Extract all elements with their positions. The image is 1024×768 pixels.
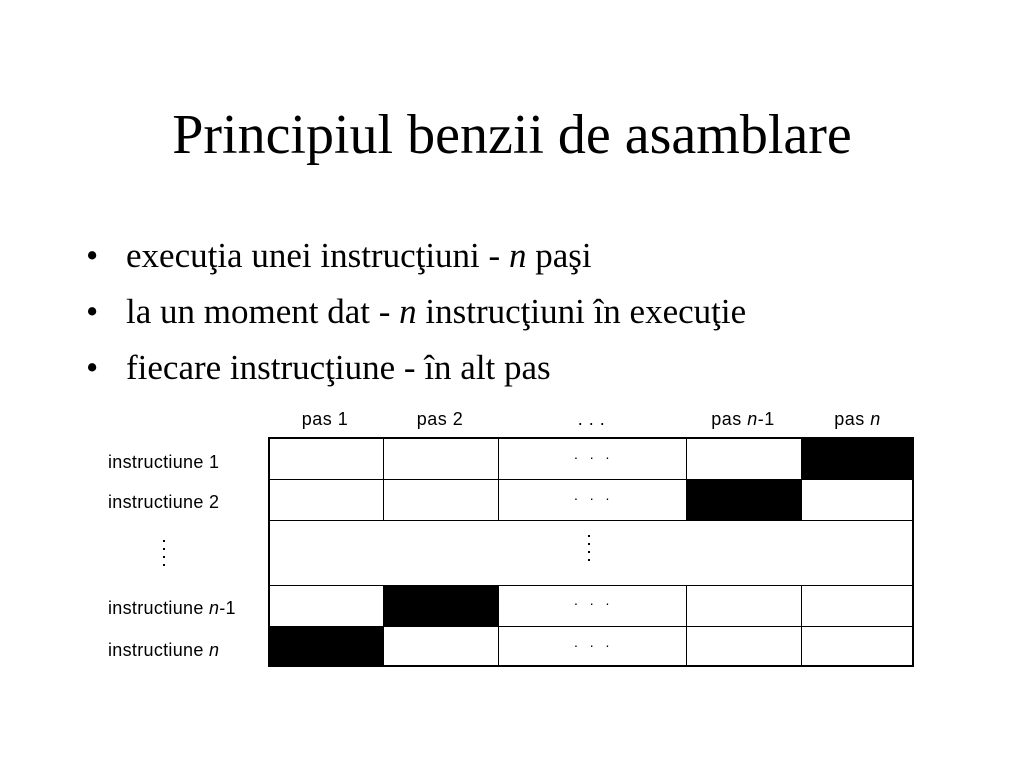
cell-ellipsis: . . . <box>574 634 614 650</box>
column-header-ellipsis: . . . <box>577 409 606 429</box>
bullet-text-end: paşi <box>526 236 592 275</box>
pipeline-grid <box>268 437 914 667</box>
slide-title: Principiul benzii de asamblare <box>172 104 852 166</box>
grid-col-line <box>498 439 499 520</box>
row-label-instructiune-n-1: instructiune n-1 <box>108 598 236 618</box>
bullet-dot-icon: • <box>86 348 99 387</box>
bullet-dot-icon: • <box>86 236 99 275</box>
column-header-pas-n-1: pas n-1 <box>711 409 775 429</box>
filled-cell-row-n-1-pas-2 <box>383 585 498 626</box>
row-label-vertical-ellipsis <box>163 540 167 572</box>
bullet-variable: n <box>399 292 417 331</box>
column-header-pas-n: pas n <box>834 409 881 429</box>
bullet-text: la un moment dat - <box>126 292 400 331</box>
row-label-instructiune-2: instructiune 2 <box>108 492 220 512</box>
grid-col-line <box>686 585 687 665</box>
bullet-variable: n <box>508 236 527 275</box>
bullet-item <box>86 340 746 396</box>
grid-row-line <box>270 479 912 480</box>
column-header-pas-2: pas 2 <box>416 409 464 429</box>
row-label-instructiune-1: instructiune 1 <box>108 452 220 472</box>
grid-col-line <box>801 585 802 665</box>
filled-cell-row-n-pas-1 <box>270 626 383 665</box>
grid-row-line <box>270 520 912 521</box>
bullet-text: fiecare instrucţiune - în alt pas <box>126 348 551 387</box>
cell-ellipsis: . . . <box>574 487 614 503</box>
filled-cell-row1-pas-n <box>801 439 912 479</box>
cell-ellipsis: . . . <box>574 592 614 608</box>
bullet-item <box>86 228 746 284</box>
bullet-dot-icon: • <box>86 292 99 331</box>
bullet-item <box>86 284 746 340</box>
cell-vertical-ellipsis <box>588 535 592 567</box>
bullet-text: execuţia unei instrucţiuni - <box>126 236 509 275</box>
row-label-instructiune-n: instructiune n <box>108 640 220 660</box>
grid-row-line <box>270 585 912 586</box>
grid-col-line <box>383 439 384 520</box>
column-header-pas-1: pas 1 <box>301 409 349 429</box>
grid-col-line <box>498 585 499 665</box>
bullet-list <box>86 228 746 396</box>
bullet-text-end: instrucţiuni în execuţie <box>416 292 747 331</box>
filled-cell-row2-pas-n-1 <box>686 479 801 520</box>
cell-ellipsis: . . . <box>574 446 614 462</box>
